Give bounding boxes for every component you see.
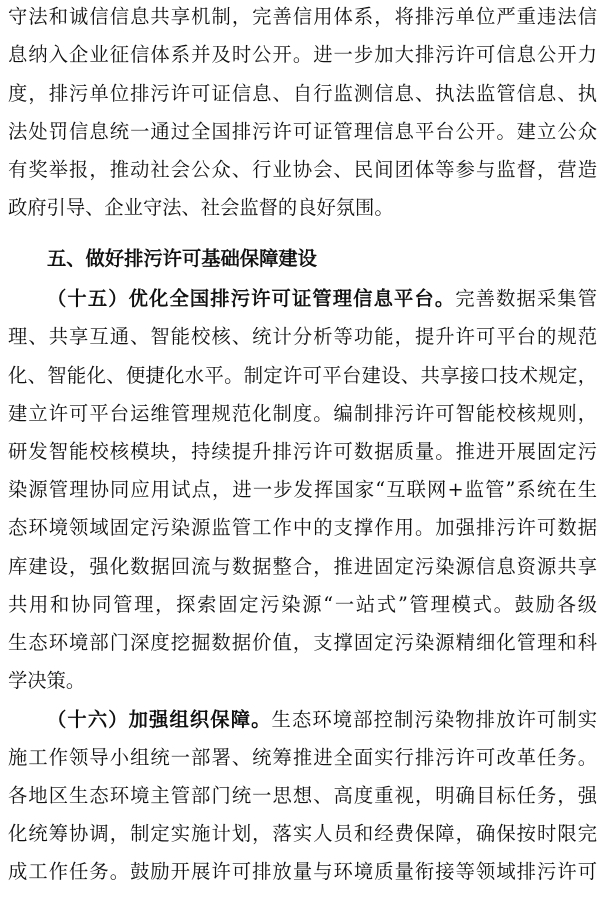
text-line: 染源管理协同应用试点，进一步发挥国家“互联网+监管”系统在生 xyxy=(8,478,597,501)
text-line: 化、智能化、便捷化水平。制定许可平台建设、共享接口技术规定， xyxy=(8,364,597,387)
text-line: 共用和协同管理，探索固定污染源“一站式”管理模式。鼓励各级 xyxy=(8,593,597,616)
text-run: 完善数据采集管 xyxy=(455,287,597,310)
text-run: 生态环境部控制污染物排放许可制实 xyxy=(271,708,597,731)
text-line: 研发智能校核模块，持续提升排污许可数据质量。推进开展固定污 xyxy=(8,440,597,463)
item-16-title: （十六）加强组织保障。 xyxy=(47,708,272,731)
item-15-title: （十五）优化全国排污许可证管理信息平台。 xyxy=(47,287,456,310)
section-heading: 五、做好排污许可基础保障建设 xyxy=(47,247,317,270)
text-line: 有奖举报，推动社会公众、行业协会、民间团体等参与监督，营造 xyxy=(8,158,597,181)
text-line: 守法和诚信信息共享机制，完善信用体系，将排污单位严重违法信 xyxy=(8,5,597,28)
text-line: 度，排污单位排污许可证信息、自行监测信息、执法监管信息、执 xyxy=(8,82,597,105)
text-line xyxy=(47,701,597,739)
text-line: 施工作领导小组统一部署、统筹推进全面实行排污许可改革任务。 xyxy=(8,746,597,769)
text-line: 生态环境部门深度挖掘数据价值，支撑固定污染源精细化管理和科 xyxy=(8,631,597,654)
text-line: 化统筹协调，制定实施计划，落实人员和经费保障，确保按时限完 xyxy=(8,822,597,845)
text-line: 成工作任务。鼓励开展许可排放量与环境质量衔接等领域排污许可 xyxy=(8,860,597,883)
text-line: 学决策。 xyxy=(8,669,86,692)
text-line: 建立许可平台运维管理规范化制度。编制排污许可智能校核规则， xyxy=(8,402,597,425)
text-line: 各地区生态环境主管部门统一思想、高度重视，明确目标任务，强 xyxy=(8,784,597,807)
text-line: 理、共享互通、智能校核、统计分析等功能，提升许可平台的规范 xyxy=(8,325,597,348)
text-line: 法处罚信息统一通过全国排污许可证管理信息平台公开。建立公众 xyxy=(8,120,597,143)
text-line: 库建设，强化数据回流与数据整合，推进固定污染源信息资源共享 xyxy=(8,555,597,578)
text-line: 息纳入企业征信体系并及时公开。进一步加大排污许可信息公开力 xyxy=(8,43,597,66)
text-line: 政府引导、企业守法、社会监督的良好氛围。 xyxy=(8,196,394,219)
text-line: 态环境领域固定污染源监管工作中的支撑作用。加强排污许可数据 xyxy=(8,516,597,539)
text-line xyxy=(47,280,597,318)
